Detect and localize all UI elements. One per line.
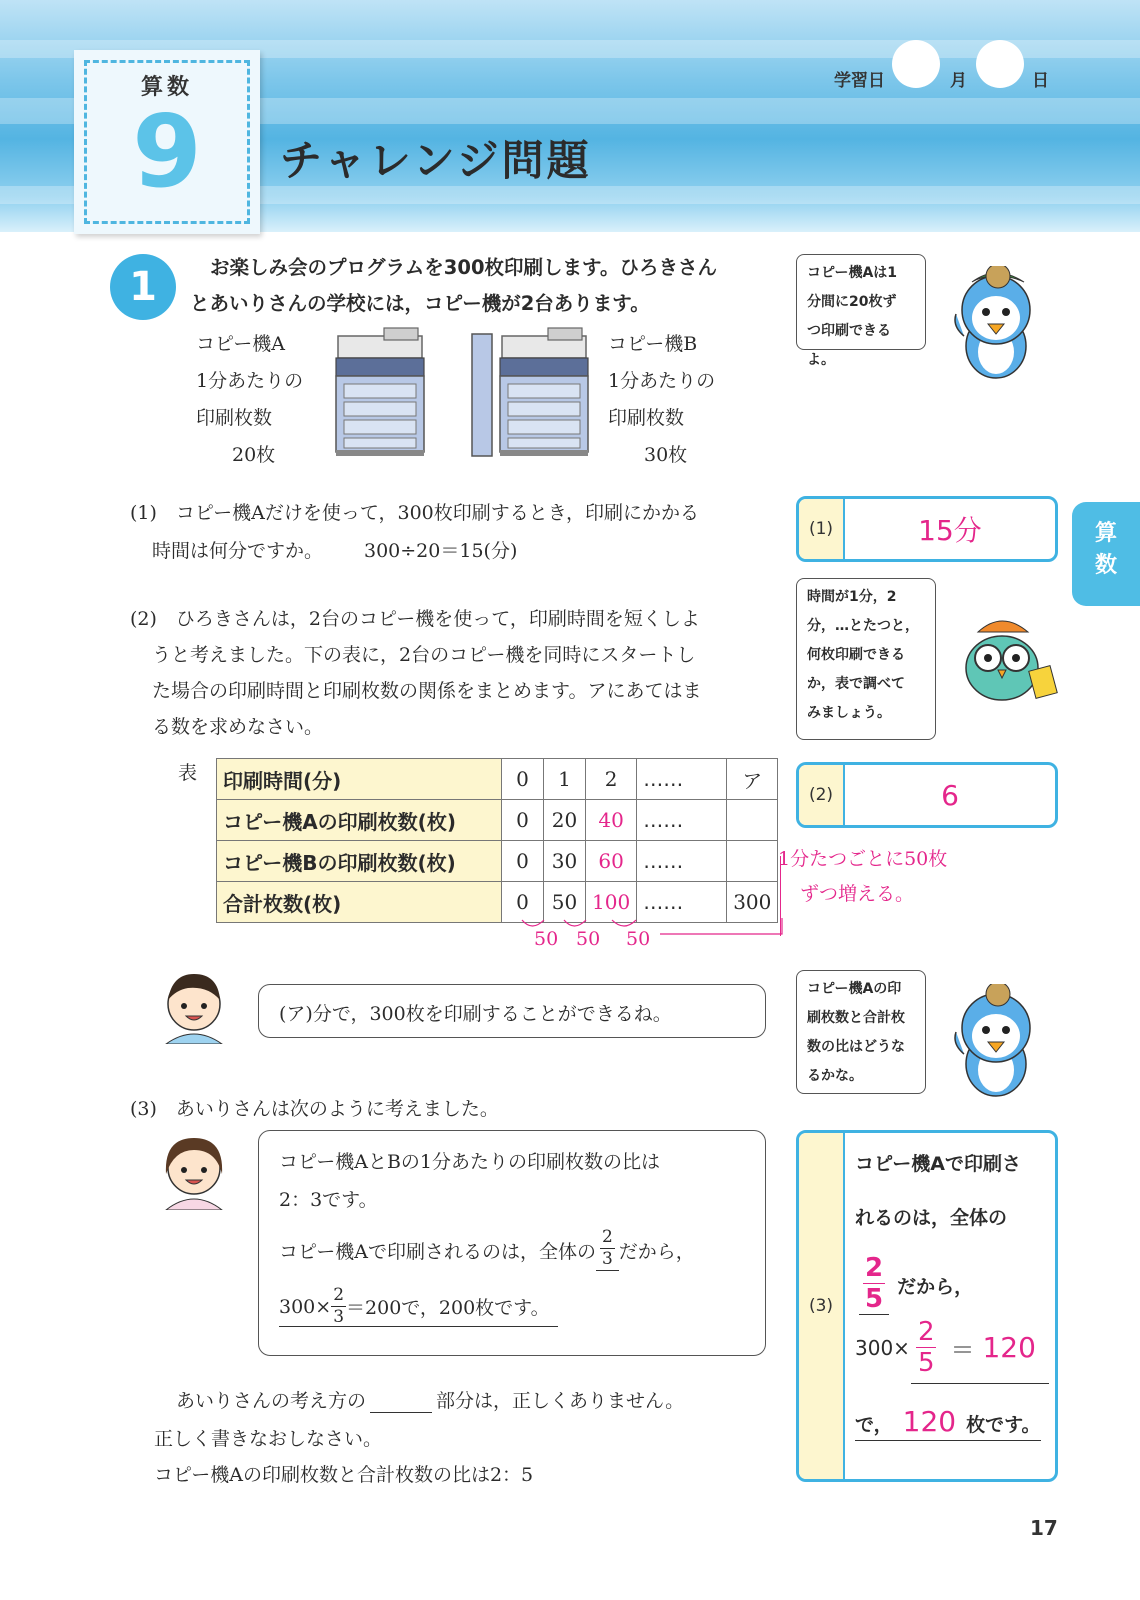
penguin-icon: [952, 266, 1042, 386]
difference-arrows: [520, 918, 790, 942]
girl-speech-bubble: コピー機AとBの1分あたりの印刷枚数の比は 2：3です。 コピー機Aで印刷されるのは，全体の $\frac{2}{3}$ だから， 300× $\frac{2}{3}$ ＝200で，200枚です。: [258, 1130, 766, 1356]
month-label: 月: [950, 71, 967, 91]
q3-answer-label: (3): [799, 1133, 845, 1479]
instruction-line-1: あいりさんの考え方の 部分は，正しくありません。: [176, 1386, 684, 1413]
q1-answer: 15分: [918, 514, 982, 547]
subject-label: 算数: [140, 75, 193, 100]
q2-line-1: (2) ひろきさんは，2台のコピー機を使って，印刷時間を短くしよ: [130, 608, 700, 630]
q2-line-2: うと考えました。下の表に，2台のコピー機を同時にスタートし: [152, 644, 696, 666]
month-input[interactable]: [892, 40, 940, 88]
intro-line-1: お楽しみ会のプログラムを300枚印刷します。ひろきさん: [210, 256, 717, 279]
girl-line-3: コピー機Aで印刷されるのは，全体の $\frac{2}{3}$ だから，: [279, 1227, 695, 1269]
q3-answer-calc: 300× $\frac{2}{5}$ ＝ 120: [855, 1317, 1036, 1378]
intro-line-2: とあいりさんの学校には，コピー機が2台あります。: [190, 292, 650, 315]
hint-bubble-2: 時間が1分，2 分，…とたつと， 何枚印刷できる か，表で調べて みましょう。: [796, 578, 936, 740]
q3-answer-final: で， 120 枚です。: [855, 1405, 1041, 1441]
q1-line-1: (1) コピー機Aだけを使って，300枚印刷するとき，印刷にかかる: [130, 502, 700, 524]
difference-3: 50: [626, 928, 651, 950]
q3-answer-fraction-line: $\frac{2}{5}$ だから，: [859, 1255, 973, 1315]
unit-number: 9: [132, 93, 202, 210]
q2-answer-box[interactable]: [796, 762, 1058, 828]
q2-line-4: る数を求めなさい。: [152, 716, 324, 738]
problem-number: 1: [110, 254, 176, 320]
q3-corrected-answer: コピー機Aの印刷枚数と合計枚数の比は2：5: [154, 1464, 534, 1486]
table-label: 表: [178, 762, 198, 784]
q1-answer-label: (1): [799, 499, 845, 559]
boy-speech-bubble: [258, 984, 766, 1038]
print-table: [216, 758, 778, 923]
boy-avatar: [158, 968, 230, 1048]
boy-speech: (ア)分で，300枚を印刷することができるね。: [279, 1003, 672, 1025]
table-row: コピー機Bの印刷枚数(枚) 0 30 60 ……: [217, 841, 778, 882]
table-row: コピー機Aの印刷枚数(枚) 0 20 40 ……: [217, 800, 778, 841]
girl-line-4: 300× $\frac{2}{3}$ ＝200で，200枚です。: [279, 1287, 558, 1327]
page-number: 17: [1030, 1516, 1058, 1540]
page-title: チャレンジ問題: [280, 136, 592, 185]
table-row: 合計枚数(枚) 0 50 100 …… 300: [217, 882, 778, 923]
penguin-icon-2: [952, 984, 1042, 1104]
day-label: 日: [1032, 71, 1049, 91]
increase-note: 1分たつごとに50枚 ずつ増える。: [778, 848, 948, 905]
day-input[interactable]: [976, 40, 1024, 88]
q1-answer-box[interactable]: [796, 496, 1058, 562]
table-row: 印刷時間(分) 0 1 2 …… ア: [217, 759, 778, 800]
difference-1: 50: [534, 928, 559, 950]
copier-a-icon: [334, 326, 426, 462]
note-connector: [780, 856, 790, 936]
q2-answer-label: (2): [799, 765, 845, 825]
girl-avatar: [158, 1130, 230, 1214]
q2-line-3: た場合の印刷時間と印刷枚数の関係をまとめます。アにあてはま: [152, 680, 702, 702]
hint-bubble-1: コピー機Aは1 分間に20枚ず つ印刷できるよ。: [796, 254, 926, 350]
copier-a-info: コピー機A 1分あたりの 印刷枚数 20枚: [196, 333, 304, 466]
unit-badge: [74, 50, 260, 234]
subject-side-tab: 算 数: [1072, 502, 1140, 606]
q2-answer: 6: [941, 778, 959, 812]
q1-line-2: 時間は何分ですか。: [152, 540, 324, 562]
q3-line-1: (3) あいりさんは次のように考えました。: [130, 1098, 499, 1120]
instruction-line-2: 正しく書きなおしなさい。: [154, 1428, 383, 1450]
owl-icon: [944, 608, 1060, 708]
copier-b-icon: [470, 326, 590, 462]
hint-bubble-3: コピー機Aの印 刷枚数と合計枚 数の比はどうな るかな。: [796, 970, 926, 1094]
girl-fraction: $\frac{2}{3}$: [596, 1229, 619, 1271]
difference-2: 50: [576, 928, 601, 950]
q1-work: 300÷20＝15(分): [364, 540, 518, 562]
copier-b-info: コピー機B 1分あたりの 印刷枚数 30枚: [608, 333, 716, 466]
q3-answer-box[interactable]: (3) コピー機Aで印刷さ れるのは，全体の $\frac{2}{5}$ だから， 300× $\frac{2}{5}$ ＝ 120 で， 120 枚です。: [796, 1130, 1058, 1482]
date-label: 学習日: [834, 71, 885, 91]
